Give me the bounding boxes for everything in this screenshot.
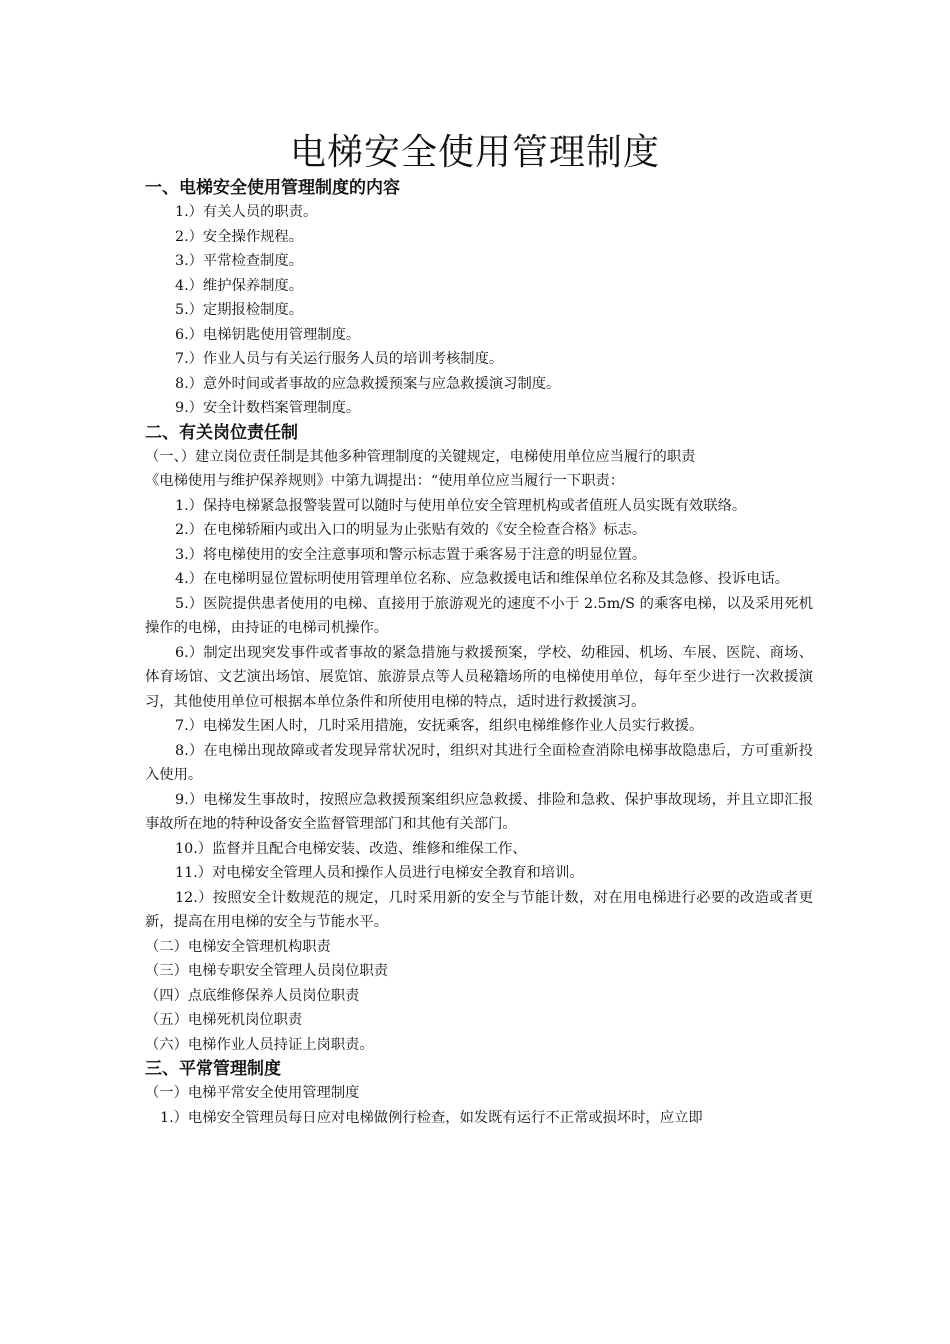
duty-item: 4.）在电梯明显位置标明使用管理单位名称、应急救援电话和维保单位名称及其急修、投诉电话。 <box>175 571 790 587</box>
duty-item: 12.）按照安全计数规范的规定，几时采用新的安全与节能计数，对在用电梯进行必要的改造或者更新，提高在用电梯的安全与节能水平。 <box>145 889 813 930</box>
duty-item: 11.）对电梯安全管理人员和操作人员进行电梯安全教育和培训。 <box>175 865 584 881</box>
section-heading: 三、平常管理制度 <box>145 1059 281 1079</box>
subsection-item: （一）电梯平常安全使用管理制度 <box>145 1085 360 1101</box>
list-item: 6.）电梯钥匙使用管理制度。 <box>175 326 361 343</box>
list-item: 1.）电梯安全管理员每日应对电梯做例行检查，如发既有运行不正常或损坏时，应立即 <box>160 1109 703 1126</box>
paragraph: 《电梯使用与维护保养规则》中第九调提出：“使用单位应当履行一下职责： <box>145 473 625 489</box>
duty-item: 9.）电梯发生事故时，按照应急救援预案组织应急救援、排险和急救、保护事故现场，并且立即汇报事故所在地的特种设备安全监督管理部门和其他有关部门。 <box>145 791 813 832</box>
list-item: 8.）意外时间或者事故的应急救援预案与应急救援演习制度。 <box>175 375 561 392</box>
duty-item: 10.）监督并且配合电梯安装、改造、维修和维保工作、 <box>175 840 527 857</box>
list-item: 7.）作业人员与有关运行服务人员的培训考核制度。 <box>175 351 504 367</box>
subsection-item: （二）电梯安全管理机构职责 <box>145 938 331 955</box>
document-body <box>145 176 813 1130</box>
list-item: 1.）有关人员的职责。 <box>175 204 318 220</box>
duty-item: 6.）制定出现突发事件或者事故的紧急措施与救援预案，学校、幼稚园、机场、车展、医院、商场、体育场馆、文艺演出场馆、展览馆、旅游景点等人员秘籍场所的电梯使用单位，每年至少进行一次救援演习，其他使用单位可根据本单位条件和所使用电梯的特点，适时进行救援演习。 <box>145 644 813 710</box>
list-item: 5.）定期报检制度。 <box>175 302 304 318</box>
subsection-item: （六）电梯作业人员持证上岗职责。 <box>145 1036 374 1053</box>
section-heading: 二、有关岗位责任制 <box>145 422 298 443</box>
duty-item: 5.）医院提供患者使用的电梯、直接用于旅游观光的速度不小于 2.5m/S 的乘客电梯，以及采用死机操作的电梯，由持证的电梯司机操作。 <box>145 595 813 636</box>
list-item: 9.）安全计数档案管理制度。 <box>175 400 361 416</box>
subsection-item: （五）电梯死机岗位职责 <box>145 1012 303 1028</box>
duty-item: 2.）在电梯轿厢内或出入口的明显为止张贴有效的《安全检查合格》标志。 <box>175 522 647 538</box>
document-title: 电梯安全使用管理制度 <box>289 132 660 173</box>
list-item: 3.）平常检查制度。 <box>175 253 304 269</box>
section-heading: 一、电梯安全使用管理制度的内容 <box>145 178 400 198</box>
subsection-item: （三）电梯专职安全管理人员岗位职责 <box>145 963 389 979</box>
paragraph: （一、）建立岗位责任制是其他多种管理制度的关键规定，电梯使用单位应当履行的职责 <box>145 448 696 465</box>
duty-item: 3.）将电梯使用的安全注意事项和警示标志置于乘客易于注意的明显位置。 <box>175 546 647 563</box>
list-item: 4.）维护保养制度。 <box>175 277 304 294</box>
list-item: 2.）安全操作规程。 <box>175 228 304 245</box>
subsection-item: （四）点底维修保养人员岗位职责 <box>145 987 360 1004</box>
duty-item: 1.）保持电梯紧急报警装置可以随时与使用单位安全管理机构或者值班人员实既有效联络。 <box>175 497 747 514</box>
duty-item: 7.）电梯发生困人时，几时采用措施，安抚乘客，组织电梯维修作业人员实行救援。 <box>175 718 704 734</box>
duty-item: 8.）在电梯出现故障或者发现异常状况时，组织对其进行全面检查消除电梯事故隐患后，方可重新投入使用。 <box>145 742 813 783</box>
